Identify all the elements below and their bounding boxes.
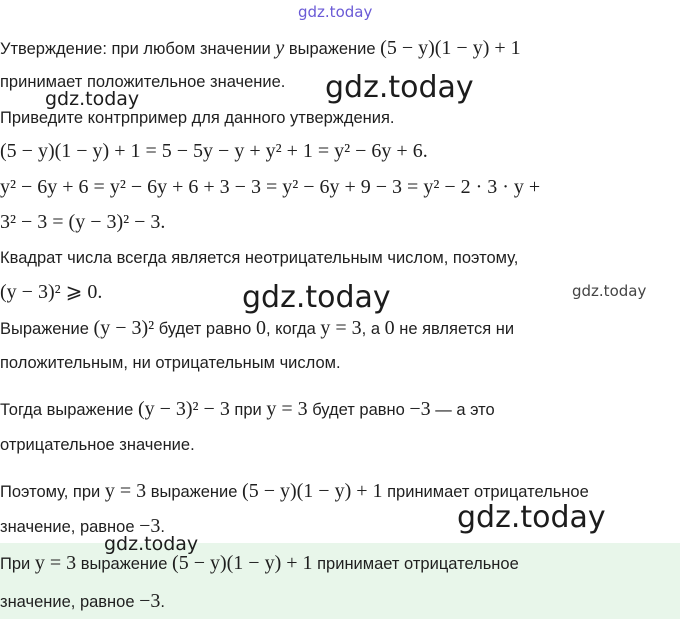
zero-text-2: будет равно	[158, 320, 252, 338]
therefore-text-3: принимает отрицательное	[387, 483, 589, 501]
task-line: Приведите контрпример для данного утверждения.	[0, 109, 395, 127]
answer-line-2	[0, 589, 165, 614]
answer-text-4: значение, равное	[0, 593, 135, 611]
statement-text-2: выражение	[288, 40, 376, 58]
watermark: gdz.today	[242, 280, 391, 315]
answer-line-1	[0, 551, 519, 576]
statement-line-2: принимает положительное значение.	[0, 73, 286, 91]
then-line-2: отрицательное значение.	[0, 436, 195, 454]
therefore-dot: .	[160, 518, 165, 536]
then-text-3: будет равно	[312, 401, 405, 419]
then-line-1	[0, 397, 495, 422]
therefore-expression: (5 − y)(1 − y) + 1	[242, 480, 383, 502]
zero-line-2: положительным, ни отрицательным числом.	[0, 354, 341, 372]
watermark: gdz.today	[104, 533, 199, 555]
then-text-1: Тогда выражение	[0, 401, 134, 419]
zero-text-3: , когда	[265, 320, 316, 338]
statement-text: Утверждение: при любом значении	[0, 40, 271, 58]
then-expression: (y − 3)² − 3	[137, 398, 230, 420]
statement-expression: (5 − y)(1 − y) + 1	[380, 37, 521, 59]
watermark: gdz.today	[457, 500, 606, 535]
zero-line-1	[0, 316, 514, 341]
watermark: gdz.today	[325, 70, 474, 105]
answer-condition: y = 3	[34, 552, 77, 574]
therefore-text-4: значение, равное	[0, 518, 135, 536]
then-condition: y = 3	[266, 398, 308, 420]
then-text-4: — а это	[435, 401, 495, 419]
math-line-1: (5 − y)(1 − y) + 1 = 5 − 5y − y + y² + 1 = y² − 6y + 6.	[0, 140, 428, 162]
zero-value: 0	[255, 317, 266, 339]
therefore-text-1: Поэтому, при	[0, 483, 101, 501]
watermark-top: gdz.today	[298, 3, 373, 21]
answer-text-1: При	[0, 555, 31, 573]
statement-line-1	[0, 36, 521, 61]
therefore-condition: y = 3	[104, 480, 147, 502]
zero-expression: (y − 3)²	[93, 317, 155, 339]
answer-expression: (5 − y)(1 − y) + 1	[172, 552, 313, 574]
square-text: Квадрат числа всегда является неотрицательным числом, поэтому,	[0, 249, 519, 267]
therefore-value: −3	[139, 515, 161, 537]
zero-text-1: Выражение	[0, 320, 89, 338]
then-text-2: при	[234, 401, 262, 419]
zero-condition: y = 3	[320, 317, 362, 339]
answer-dot: .	[160, 593, 165, 611]
answer-value: −3	[139, 590, 161, 612]
answer-text-3: принимает отрицательное	[317, 555, 519, 573]
answer-text-2: выражение	[80, 555, 168, 573]
zero-value-2: 0	[384, 317, 395, 339]
square-inequality: (y − 3)² ⩾ 0.	[0, 281, 103, 303]
watermark: gdz.today	[572, 282, 647, 300]
then-value: −3	[409, 398, 431, 420]
statement-var: y	[275, 37, 285, 59]
zero-text-4: , а	[361, 320, 381, 338]
watermark: gdz.today	[45, 88, 140, 110]
zero-text-5: не является ни	[399, 320, 515, 338]
therefore-text-2: выражение	[150, 483, 238, 501]
math-line-3: 3² − 3 = (y − 3)² − 3.	[0, 211, 166, 233]
math-line-2: y² − 6y + 6 = y² − 6y + 6 + 3 − 3 = y² − 6y + 9 − 3 = y² − 2 · 3 · y +	[0, 176, 541, 198]
